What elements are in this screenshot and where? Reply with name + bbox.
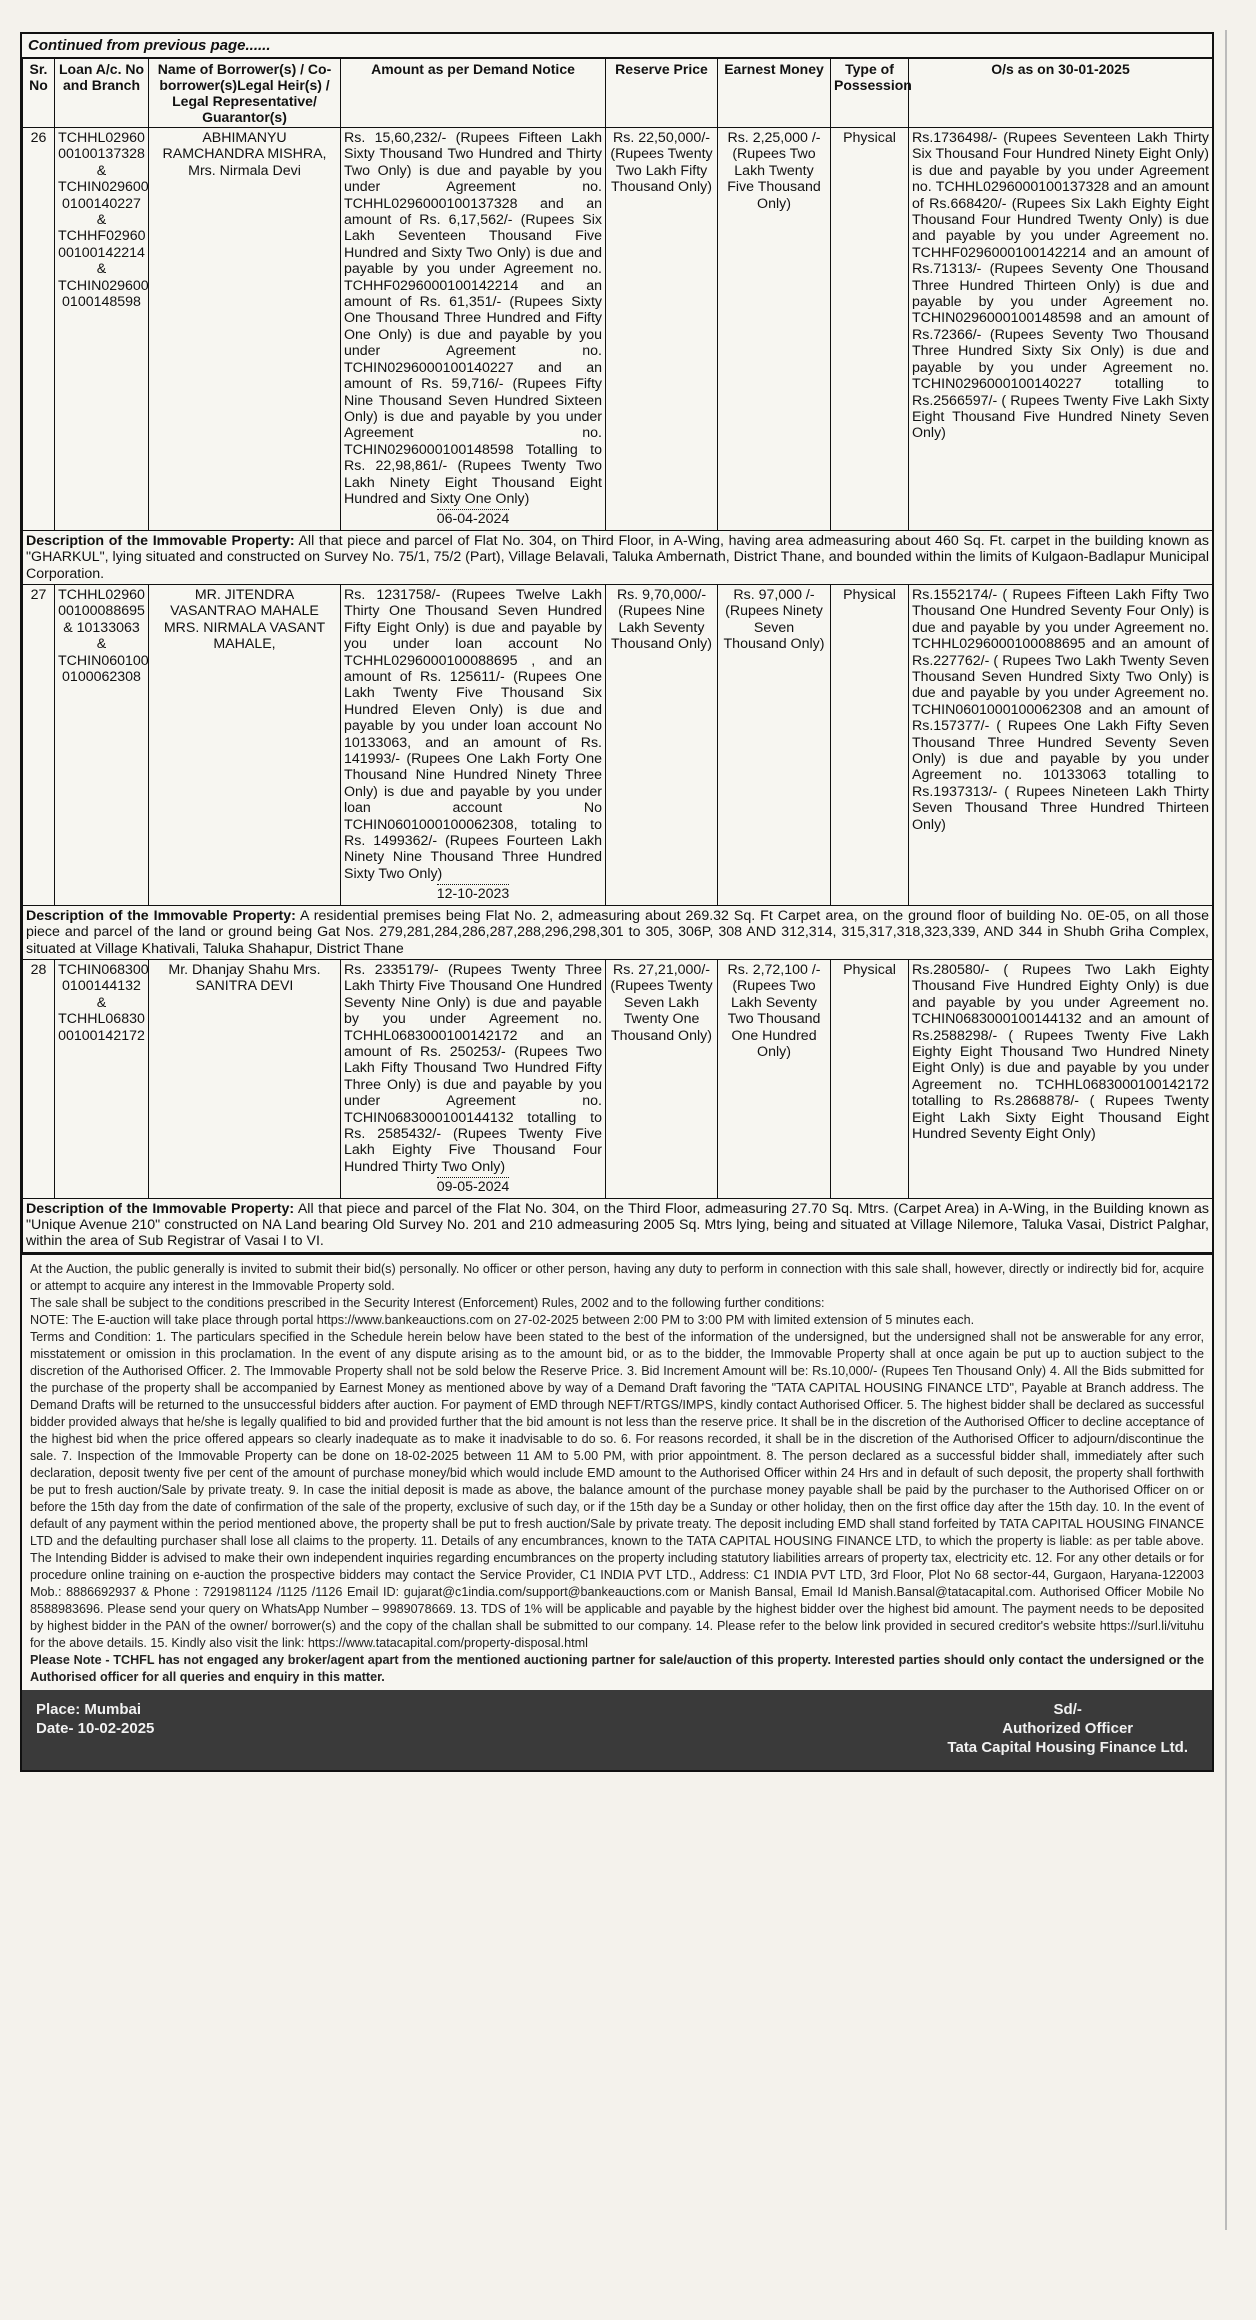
borrower-cell: ABHIMANYU RAMCHANDRA MISHRA, Mrs. Nirmala Devi [149, 128, 341, 531]
signature-mark: Sd/- [1053, 1700, 1082, 1718]
description-text: All that piece and parcel of the Flat No. 304, on the Third Floor, admeasuring 27.70 Sq. Mtrs. (Carpet Area) in A-Wing, in the Building known as "Unique Avenue 210" constructed on NA Land bearing Old Survey No. 201 and 210 admeasuring 2005 Sq. Mtrs lying, being and situated at Village Nilemore, Taluka Vasai, District Palghar, within the area of Sub Registrar of Vasai I to VI. [26, 1200, 1209, 1250]
borrower-cell: Mr. Dhanjay Shahu Mrs. SANITRA DEVI [149, 959, 341, 1198]
reserve-cell: Rs. 9,70,000/- (Rupees Nine Lakh Seventy Thousand Only) [606, 584, 718, 905]
amount-text: Rs. 15,60,232/- (Rupees Fifteen Lakh Sixty Thousand Two Hundred and Thirty Two Only) is due and payable by you under Agreement no. TCHHL0296000100137328 and an amount of Rs. 6,17,562/- (Rupees Six Lakh Seventeen Thousand Five Hundred and Sixty Two Only) is due and payable by you under Agreement no. TCHHF0296000100142214 and an amount of Rs. 61,351/- (Rupees Sixty One Thousand Three Hundred and Fifty One Only) is due and payable by you under Agreement no. TCHIN0296000100140227 and an amount of Rs. 59,716/- (Rupees Fifty Nine Thousand Seven Hundred Sixteen Only) is due and payable by you under Agreement no. TCHIN0296000100148598 Totalling to Rs. 22,98,861/- (Rupees Twenty Two Lakh Ninety Eight Thousand Eight Hundred and Sixty One Only) [344, 130, 602, 507]
os-cell: Rs.280580/- ( Rupees Two Lakh Eighty Thousand Five Hundred Eighty Only) is due and payable by you under Agreement no. TCHIN0683000100144132 and an amount of Rs.2588298/- ( Rupees Twenty Five Lakh Eighty Eight Thousand Two Hundred Ninety Eight Only) is due and payable by you under Agreement no. TCHHL0683000100142172 totalling to Rs.2868878/- ( Rupees Twenty Eight Lakh Sixty Eight Thousand Eight Hundred Seventy Eight Only) [909, 959, 1213, 1198]
table-row [23, 128, 1213, 531]
borrower-cell: MR. JITENDRA VASANTRAO MAHALE MRS. NIRMALA VASANT MAHALE, [149, 584, 341, 905]
amount-text: Rs. 2335179/- (Rupees Twenty Three Lakh Thirty Five Thousand One Hundred Seventy Nine Only) is due and payable by you under Agreement no. TCHHL0683000100142172 and an amount of Rs. 250253/- (Rupees Two Lakh Fifty Thousand Two Hundred Fifty Three Only) is due and payable by you under Agreement no. TCHIN0683000100144132 totalling to Rs. 2585432/- (Rupees Twenty Five Lakh Eighty Five Thousand Four Hundred Thirty Two Only) [344, 961, 602, 1175]
table-row [23, 584, 1213, 905]
header-possession: Type of Possession [831, 59, 909, 128]
loan-cell: TCHIN068300 0100144132 & TCHHL06830 00100142172 [55, 959, 149, 1198]
table-header-row [23, 59, 1213, 128]
amount-cell [341, 959, 606, 1198]
description-label: Description of the Immovable Property: [26, 907, 296, 924]
sr-cell: 26 [23, 128, 55, 531]
officer-title: Authorized Officer [1002, 1719, 1134, 1737]
description-label: Description of the Immovable Property: [26, 1200, 295, 1217]
header-loan: Loan A/c. No and Branch [55, 59, 149, 128]
description-text: A residential premises being Flat No. 2, admeasuring about 269.32 Sq. Ft Carpet area, on the ground floor of building No. 0E-05, on all those piece and parcel of the land or ground being Gat Nos. 279,281,284,286,287,288,296,298,301 to 305, 306P, 308 AND 312,314, 315,317,318,323,339, AND 344 in Shubh Griha Complex, situated at Village Khativali, Taluka Shahapur, District Thane [26, 907, 1209, 957]
property-description-row [23, 1198, 1213, 1252]
sr-cell: 27 [23, 584, 55, 905]
possession-cell: Physical [831, 959, 909, 1198]
header-os: O/s as on 30-01-2025 [909, 59, 1213, 128]
sr-cell: 28 [23, 959, 55, 1198]
os-cell: Rs.1736498/- (Rupees Seventeen Lakh Thirty Six Thousand Four Hundred Ninety Eight Only) is due and payable by you under Agreement no. TCHHL0296000100137328 and an amount of Rs.668420/- (Rupees Six Lakh Eighty Eight Thousand Four Hundred Twenty Only) is due and payable by you under Agreement no. TCHHF0296000100142214 and an amount of Rs.71313/- (Rupees Seventy One Thousand Three Hundred Thirteen Only) is due and payable by you under Agreement no. TCHIN0296000100148598 and an amount of Rs.72366/- (Rupees Seventy Two Thousand Three Hundred Sixty Six Only) is due and payable by you under Agreement no. TCHIN0296000100140227 totalling to Rs.2566597/- ( Rupees Twenty Five Lakh Sixty Eight Thousand Five Hundred Ninety Seven Only) [909, 128, 1213, 531]
terms-para-2: The sale shall be subject to the conditions prescribed in the Security Interest (Enforcement) Rules, 2002 and to the following further conditions: [30, 1295, 825, 1310]
demand-date: 09-05-2024 [436, 1179, 510, 1196]
property-description [23, 530, 1213, 584]
terms-para-1: At the Auction, the public generally is invited to submit their bid(s) personally. No officer or other person, having any duty to perform in connection with this sale shall, however, directly or indirectly bid for, acquire or attempt to acquire any interest in the Immovable Property sold. [30, 1261, 1204, 1293]
date-label: Date- 10-02-2025 [36, 1719, 155, 1737]
terms-para-3: NOTE: The E-auction will take place through portal https://www.bankeauctions.com on 27-02-2025 between 2:00 PM to 3:00 PM with limited extension of 5 minutes each. [30, 1312, 975, 1327]
earnest-cell: Rs. 2,25,000 /- (Rupees Two Lakh Twenty Five Thousand Only) [718, 128, 831, 531]
os-cell: Rs.1552174/- ( Rupees Fifteen Lakh Fifty Two Thousand One Hundred Seventy Four Only) is due and payable by you under Agreement no. TCHHL0296000100088695 and an amount of Rs.227762/- ( Rupees Two Lakh Twenty Seven Thousand Seven Hundred Sixty Two Only) is due and payable by you under Agreement no. TCHIN0601000100062308 and an amount of Rs.157377/- ( Rupees One Lakh Fifty Seven Thousand Three Hundred Seventy Seven Only) is due and payable by you under Agreement no. 10133063 totalling to Rs.1937313/- ( Rupees Nineteen Lakh Thirty Seven Thousand Three Hundred Thirteen Only) [909, 584, 1213, 905]
possession-cell: Physical [831, 128, 909, 531]
reserve-cell: Rs. 22,50,000/- (Rupees Twenty Two Lakh Fifty Thousand Only) [606, 128, 718, 531]
reserve-cell: Rs. 27,21,000/- (Rupees Twenty Seven Lakh Twenty One Thousand Only) [606, 959, 718, 1198]
description-text: All that piece and parcel of Flat No. 304, on Third Floor, in A-Wing, having area admeasuring about 460 Sq. Ft. carpet in the building known as "GHARKUL", lying situated and constructed on Survey No. 75/1, 75/2 (Part), Village Belavali, Taluka Ambernath, District Thane, and bounded within the limits of Kulgaon-Badlapur Municipal Corporation. [26, 532, 1209, 582]
continued-label: Continued from previous page...... [22, 34, 1212, 58]
header-amount: Amount as per Demand Notice [341, 59, 606, 128]
amount-cell [341, 584, 606, 905]
terms-para-4: Terms and Condition: 1. The particulars specified in the Schedule herein below have been stated to the best of the information of the undersigned, but the undersigned shall not be answerable for any error, misstatement or omission in this proclamation. In the event of any dispute arising as to the amount bid, or as to the bidder, the Immovable Property shall at once again be put up to auction subject to the discretion of the Authorised Officer. 2. The Immovable Property shall not be sold below the Reserve Price. 3. Bid Increment Amount will be: Rs.10,000/- (Rupees Ten Thousand Only) 4. All the Bids submitted for the purchase of the property shall be accompanied by Earnest Money as mentioned above by way of a Demand Draft favoring the "TATA CAPITAL HOUSING FINANCE LTD", Payable at Branch address. The Demand Drafts will be returned to the unsuccessful bidders after auction. For payment of EMD through NEFT/RTGS/IMPS, kindly contact Authorised Officer. 5. The highest bidder shall be declared as successful bidder provided always that he/she is legally qualified to bid and provided further that the bid amount is not less than the reserve price. It shall be in the discretion of the Authorised Officer to decline acceptance of the highest bid when the price offered appears so clearly inadequate as to make it inadvisable to do so. 6. For reasons recorded, it shall be in the discretion of the Authorised Officer to adjourn/discontinue the sale. 7. Inspection of the Immovable Property can be done on 18-02-2025 between 11 AM to 5.00 PM, with prior appointment. 8. The person declared as a successful bidder shall, immediately after such declaration, deposit twenty five per cent of the amount of purchase money/bid which would include EMD amount to the Authorised Officer within 24 Hrs and in default of such deposit, the property shall forthwith be put to fresh auction/Sale by private treaty. 9. In case the initial deposit is made as above, the balance amount of the purchase money payable shall be paid by the purchaser to the Authorised Officer on or before the 15th day from the date of confirmation of the sale of the property, exclusive of such day, or if the 15th day be a Sunday or other holiday, then on the first office day after the 15th day. 10. In the event of default of any payment within the period mentioned above, the property shall be put to fresh auction/Sale by private treaty. The deposit including EMD shall stand forfeited by TATA CAPITAL HOUSING FINANCE LTD and the defaulting purchaser shall lose all claims to the property. 11. Details of any encumbrances, known to the TATA CAPITAL HOUSING FINANCE LTD, to which the property is liable: as per table above. The Intending Bidder is advised to make their own independent inquiries regarding encumbrances on the property including statutory liabilities arrears of property tax, electricity etc. 12. For any other details or for procedure online training on e-auction the prospective bidders may contact the Service Provider, C1 INDIA PVT LTD., Address: C1 INDIA PVT LTD, 3rd Floor, Plot No 68 sector-44, Gurgaon, Haryana-122003 Mob.: 8886692937 & Phone : 7291981124 /1125 /1126 Email ID: gujarat@c1india.com/support@bankeauctions.com or Manish Bansal, Email Id Manish.Bansal@tatacapital.com. Authorised Officer Mobile No 8588983696. Please send your query on WhatsApp Number – 9989078669. 13. TDS of 1% will be applicable and payable by the highest bidder over the highest bid amount. The payment needs to be deposited by highest bidder in the PAN of the owner/ borrower(s) and the copy of the challan shall be submitted to our company. 14. Please refer to the below link provided in secured creditor's website https://surl.li/vituhu for the above details. 15. Kindly also visit the link: https://www.tatacapital.com/property-disposal.html [30, 1329, 1204, 1650]
demand-date: 12-10-2023 [436, 886, 510, 903]
table-row [23, 959, 1213, 1198]
header-reserve: Reserve Price [606, 59, 718, 128]
notice-footer [22, 1690, 1212, 1770]
header-borrower: Name of Borrower(s) / Co-borrower(s)Legal Heir(s) / Legal Representative/ Guarantor(s) [149, 59, 341, 128]
auction-notice [20, 32, 1214, 1772]
earnest-cell: Rs. 97,000 /- (Rupees Ninety Seven Thousand Only) [718, 584, 831, 905]
earnest-cell: Rs. 2,72,100 /- (Rupees Two Lakh Seventy Two Thousand One Hundred Only) [718, 959, 831, 1198]
description-label: Description of the Immovable Property: [26, 532, 295, 549]
place-label: Place: Mumbai [36, 1700, 142, 1718]
header-earnest: Earnest Money [718, 59, 831, 128]
amount-cell [341, 128, 606, 531]
auction-table [22, 58, 1213, 1253]
amount-text: Rs. 1231758/- (Rupees Twelve Lakh Thirty One Thousand Seven Hundred Fifty Eight Only) is due and payable by you under loan account No TCHHL0296000100088695 , and an amount of Rs. 125611/- (Rupees One Lakh Twenty Five Thousand Six Hundred Eleven Only) is due and payable by you under loan account No 10133063, and an amount of Rs. 141993/- (Rupees One Lakh Forty One Thousand Nine Hundred Ninety Three Only) is due and payable by you under loan account No TCHIN0601000100062308, totaling to Rs. 1499362/- (Rupees Fourteen Lakh Ninety Nine Thousand Three Hundred Sixty Two Only) [344, 586, 602, 882]
loan-cell: TCHHL02960 00100137328 & TCHIN029600 0100140227 & TCHHF02960 00100142214 & TCHIN029600 0100148598 [55, 128, 149, 531]
company-name: Tata Capital Housing Finance Ltd. [947, 1738, 1188, 1756]
property-description [23, 1198, 1213, 1252]
loan-cell: TCHHL02960 00100088695 & 10133063 & TCHIN060100 0100062308 [55, 584, 149, 905]
header-sr: Sr. No [23, 59, 55, 128]
terms-note: Please Note - TCHFL has not engaged any broker/agent apart from the mentioned auctioning partner for sale/auction of this property. Interested parties should only contact the undersigned or the Authorised officer for all queries and enquiry in this matter. [30, 1652, 1204, 1684]
property-description-row [23, 905, 1213, 959]
property-description [23, 905, 1213, 959]
terms-and-conditions [22, 1253, 1212, 1690]
demand-date: 06-04-2024 [436, 511, 510, 528]
possession-cell: Physical [831, 584, 909, 905]
property-description-row [23, 530, 1213, 584]
scan-edge-line [1225, 30, 1227, 2230]
